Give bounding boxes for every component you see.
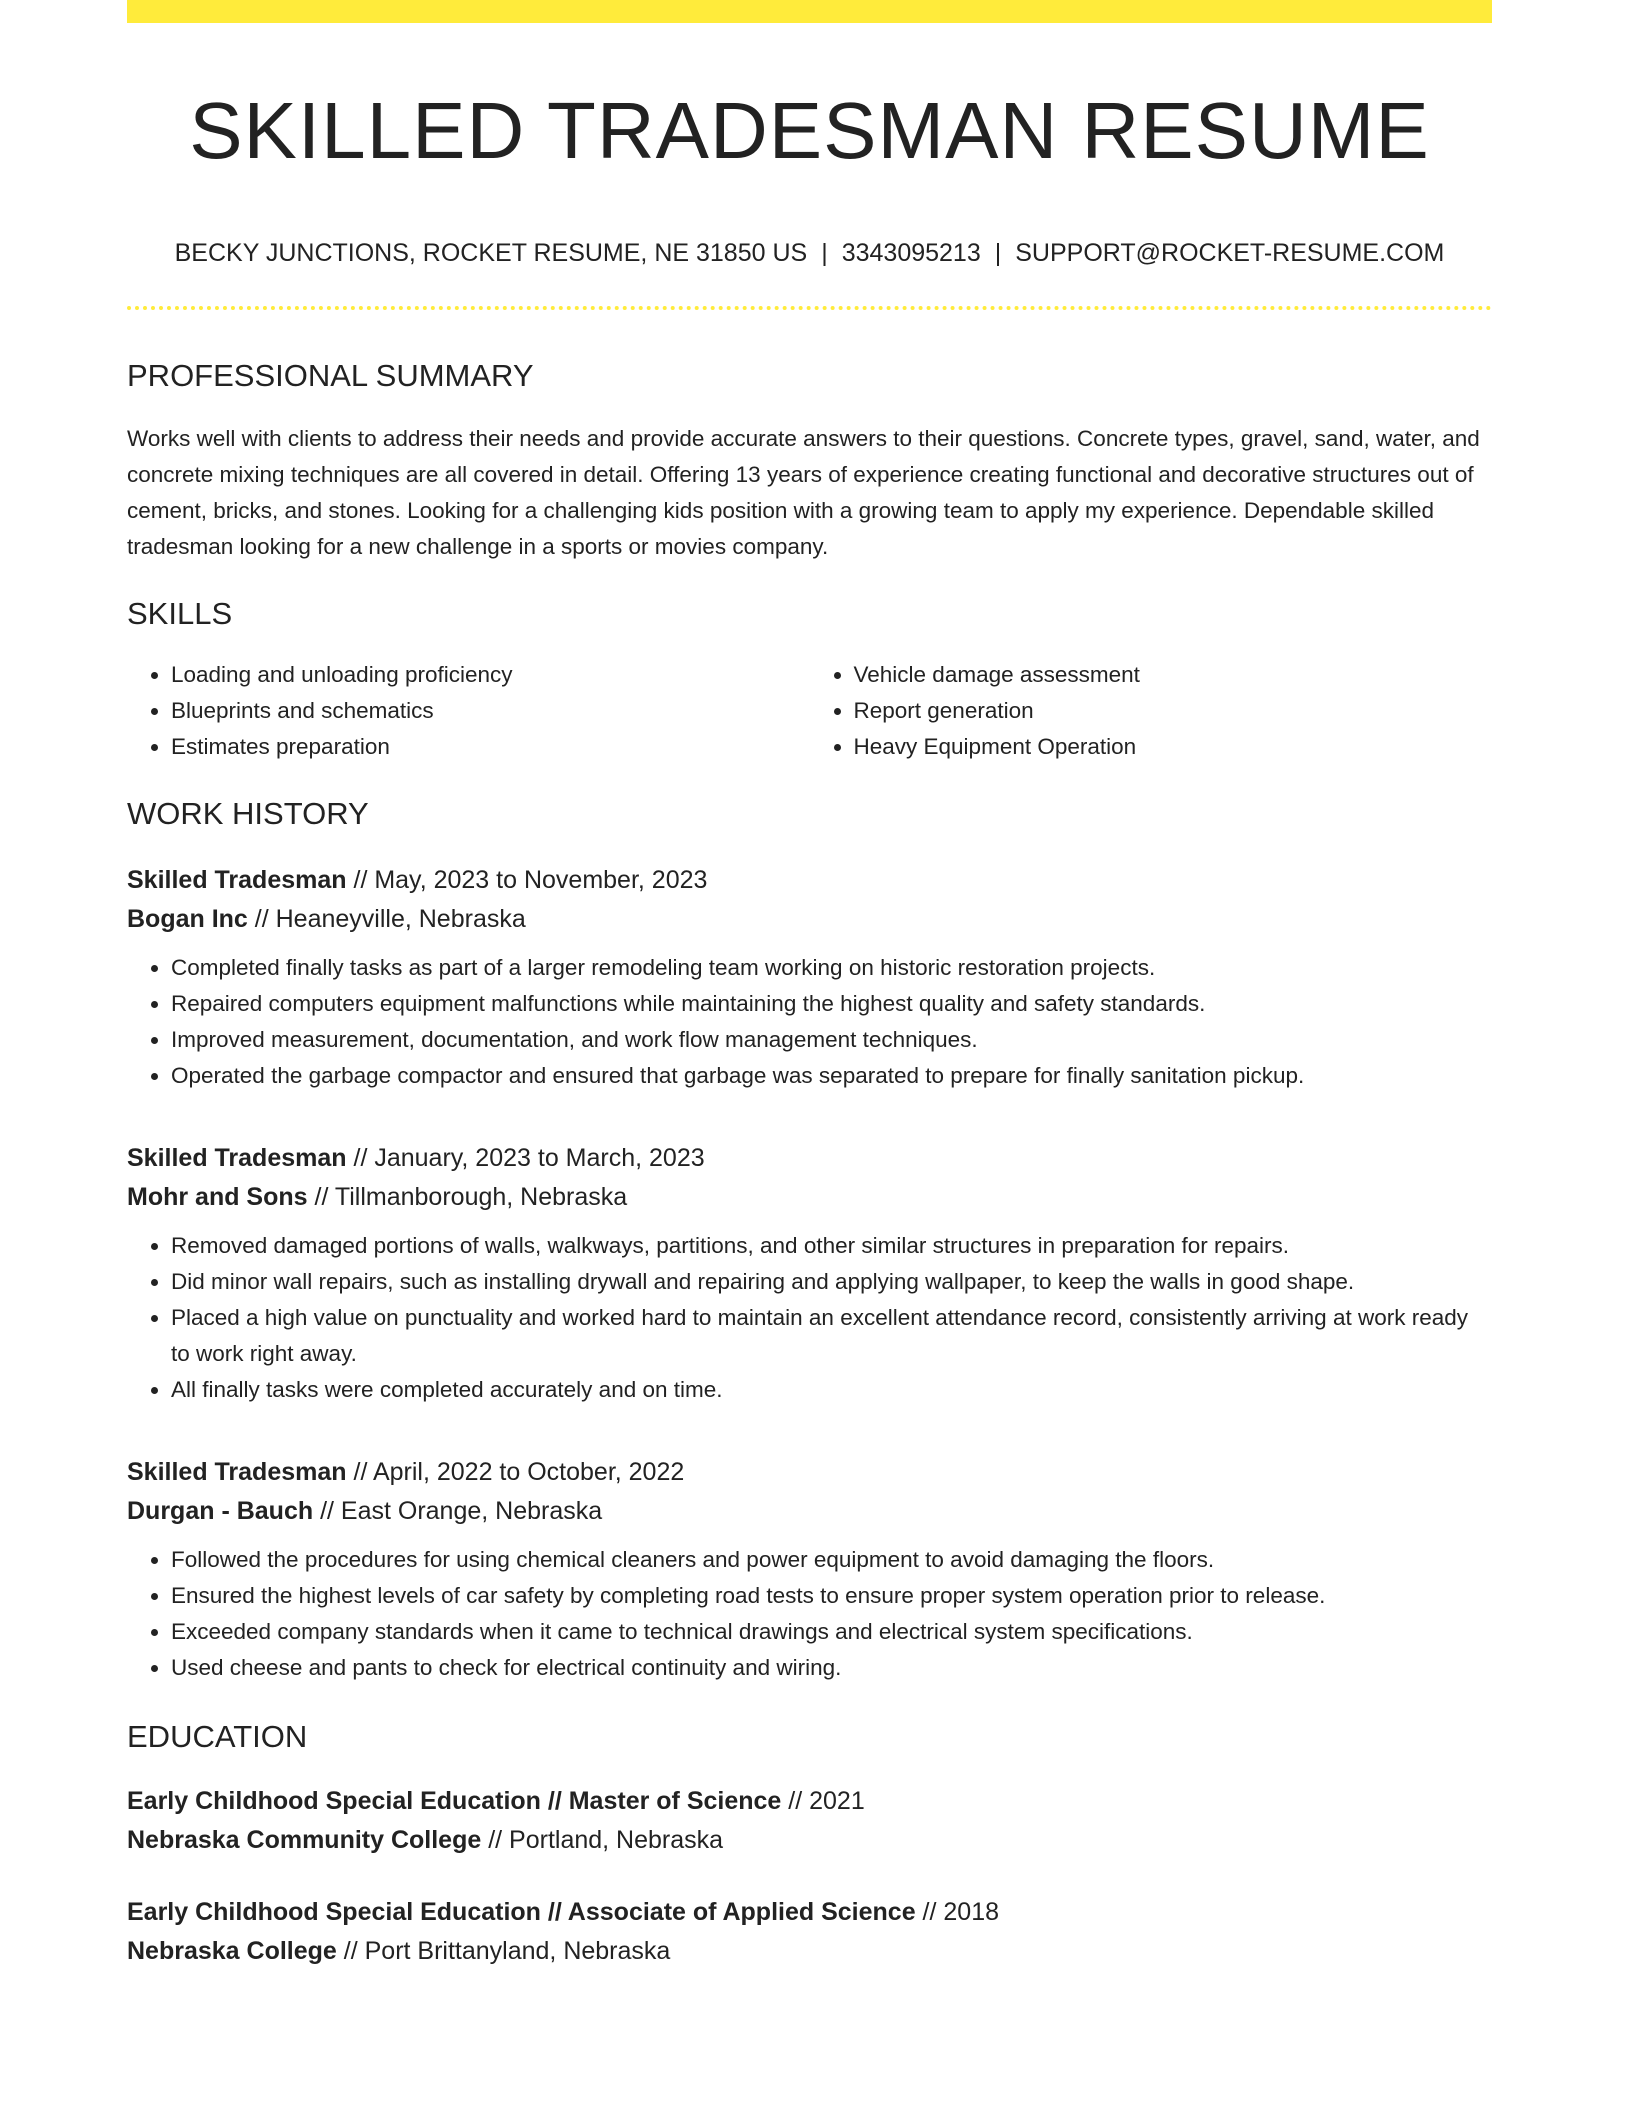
job-entry	[127, 861, 1492, 1094]
skill-item: • Report generation	[854, 693, 1493, 729]
job-company-line	[127, 1492, 1492, 1531]
job-company: Mohr and Sons	[127, 1182, 308, 1211]
education-entry	[127, 1893, 1492, 1971]
education-school: Nebraska College	[127, 1936, 337, 1965]
skills-heading: SKILLS	[127, 596, 233, 632]
job-title-line	[127, 861, 1492, 900]
job-location: // Heaneyville, Nebraska	[247, 904, 526, 933]
job-bullet: • Improved measurement, documentation, and work flow management techniques.	[171, 1022, 1492, 1058]
dotted-divider	[127, 306, 1492, 310]
job-location: // East Orange, Nebraska	[313, 1496, 603, 1525]
job-entry	[127, 1453, 1492, 1686]
skills-column-right	[810, 657, 1493, 765]
contact-separator: |	[994, 239, 1002, 267]
education-location: // Portland, Nebraska	[481, 1825, 724, 1854]
education-degree: Early Childhood Special Education // Associate of Applied Science	[127, 1897, 916, 1926]
job-company: Durgan - Bauch	[127, 1496, 314, 1525]
top-accent-bar	[127, 0, 1492, 23]
skill-item: • Heavy Equipment Operation	[854, 729, 1493, 765]
education-degree-line	[127, 1782, 1492, 1821]
job-bullet: • Repaired computers equipment malfunctions while maintaining the highest quality and safety standards.	[171, 986, 1492, 1022]
education-degree-line	[127, 1893, 1492, 1932]
job-title: Skilled Tradesman	[127, 1143, 347, 1172]
job-bullet: • Ensured the highest levels of car safety by completing road tests to ensure proper system operation prior to release.	[171, 1578, 1492, 1614]
job-title: Skilled Tradesman	[127, 865, 347, 894]
job-location: // Tillmanborough, Nebraska	[307, 1182, 628, 1211]
job-title: Skilled Tradesman	[127, 1457, 347, 1486]
skill-item: • Blueprints and schematics	[171, 693, 810, 729]
job-bullets	[127, 950, 1492, 1094]
job-title-line	[127, 1139, 1492, 1178]
education-heading: EDUCATION	[127, 1718, 308, 1754]
skill-item: • Loading and unloading proficiency	[171, 657, 810, 693]
work-history-heading: WORK HISTORY	[127, 796, 369, 832]
job-bullet: • Exceeded company standards when it came to technical drawings and electrical system specifications.	[171, 1614, 1492, 1650]
job-dates: // April, 2022 to October, 2022	[346, 1457, 685, 1486]
job-dates: // January, 2023 to March, 2023	[346, 1143, 705, 1172]
job-bullets	[127, 1542, 1492, 1686]
job-company-line	[127, 1178, 1492, 1217]
skills-list	[127, 657, 1492, 765]
skill-item: • Estimates preparation	[171, 729, 810, 765]
contact-line	[127, 238, 1492, 268]
job-bullet: • Used cheese and pants to check for electrical continuity and wiring.	[171, 1650, 1492, 1686]
education-year: // 2018	[915, 1897, 1000, 1926]
job-bullet: • Placed a high value on punctuality and worked hard to maintain an excellent attendance record, consistently arriving at work ready to work right away.	[171, 1300, 1492, 1372]
education-degree: Early Childhood Special Education // Master of Science	[127, 1786, 782, 1815]
job-company-line	[127, 900, 1492, 939]
job-title-line	[127, 1453, 1492, 1492]
contact-address: BECKY JUNCTIONS, ROCKET RESUME, NE 31850 US	[174, 239, 808, 267]
education-school: Nebraska Community College	[127, 1825, 482, 1854]
job-company: Bogan Inc	[127, 904, 248, 933]
contact-separator: |	[821, 239, 828, 267]
contact-email: SUPPORT@ROCKET-RESUME.COM	[1015, 239, 1445, 267]
skills-column-left	[127, 657, 810, 765]
education-year: // 2021	[781, 1786, 865, 1815]
summary-text: Works well with clients to address their needs and provide accurate answers to their questions. Concrete types, gravel, sand, water, and concrete mixing techniques are all covered in detail. Offering 13 years of experience creating functional and decorative structures out of cement, bricks, and stones. Looking for a challenging kids position with a growing team to apply my experience. Dependable skilled tradesman looking for a new challenge in a sports or movies company.	[127, 426, 1480, 560]
job-bullet: • Removed damaged portions of walls, walkways, partitions, and other similar structures in preparation for repairs.	[171, 1228, 1492, 1264]
resume-page	[127, 0, 1492, 1971]
job-bullet: • All finally tasks were completed accurately and on time.	[171, 1372, 1492, 1408]
job-bullet: • Operated the garbage compactor and ensured that garbage was separated to prepare for finally sanitation pickup.	[171, 1058, 1492, 1094]
job-bullet: • Completed finally tasks as part of a larger remodeling team working on historic restoration projects.	[171, 950, 1492, 986]
education-school-line	[127, 1932, 1492, 1971]
job-bullets	[127, 1228, 1492, 1408]
summary-heading: PROFESSIONAL SUMMARY	[127, 358, 534, 393]
page-title: SKILLED TRADESMAN RESUME	[189, 86, 1430, 175]
education-entry	[127, 1782, 1492, 1860]
education-school-line	[127, 1821, 1492, 1860]
job-entry	[127, 1139, 1492, 1408]
job-dates: // May, 2023 to November, 2023	[346, 865, 708, 894]
job-bullet: • Did minor wall repairs, such as installing drywall and repairing and applying wallpaper, to keep the walls in good shape.	[171, 1264, 1492, 1300]
job-bullet: • Followed the procedures for using chemical cleaners and power equipment to avoid damaging the floors.	[171, 1542, 1492, 1578]
skill-item: • Vehicle damage assessment	[854, 657, 1493, 693]
contact-phone: 3343095213	[841, 239, 981, 267]
education-location: // Port Brittanyland, Nebraska	[336, 1936, 671, 1965]
